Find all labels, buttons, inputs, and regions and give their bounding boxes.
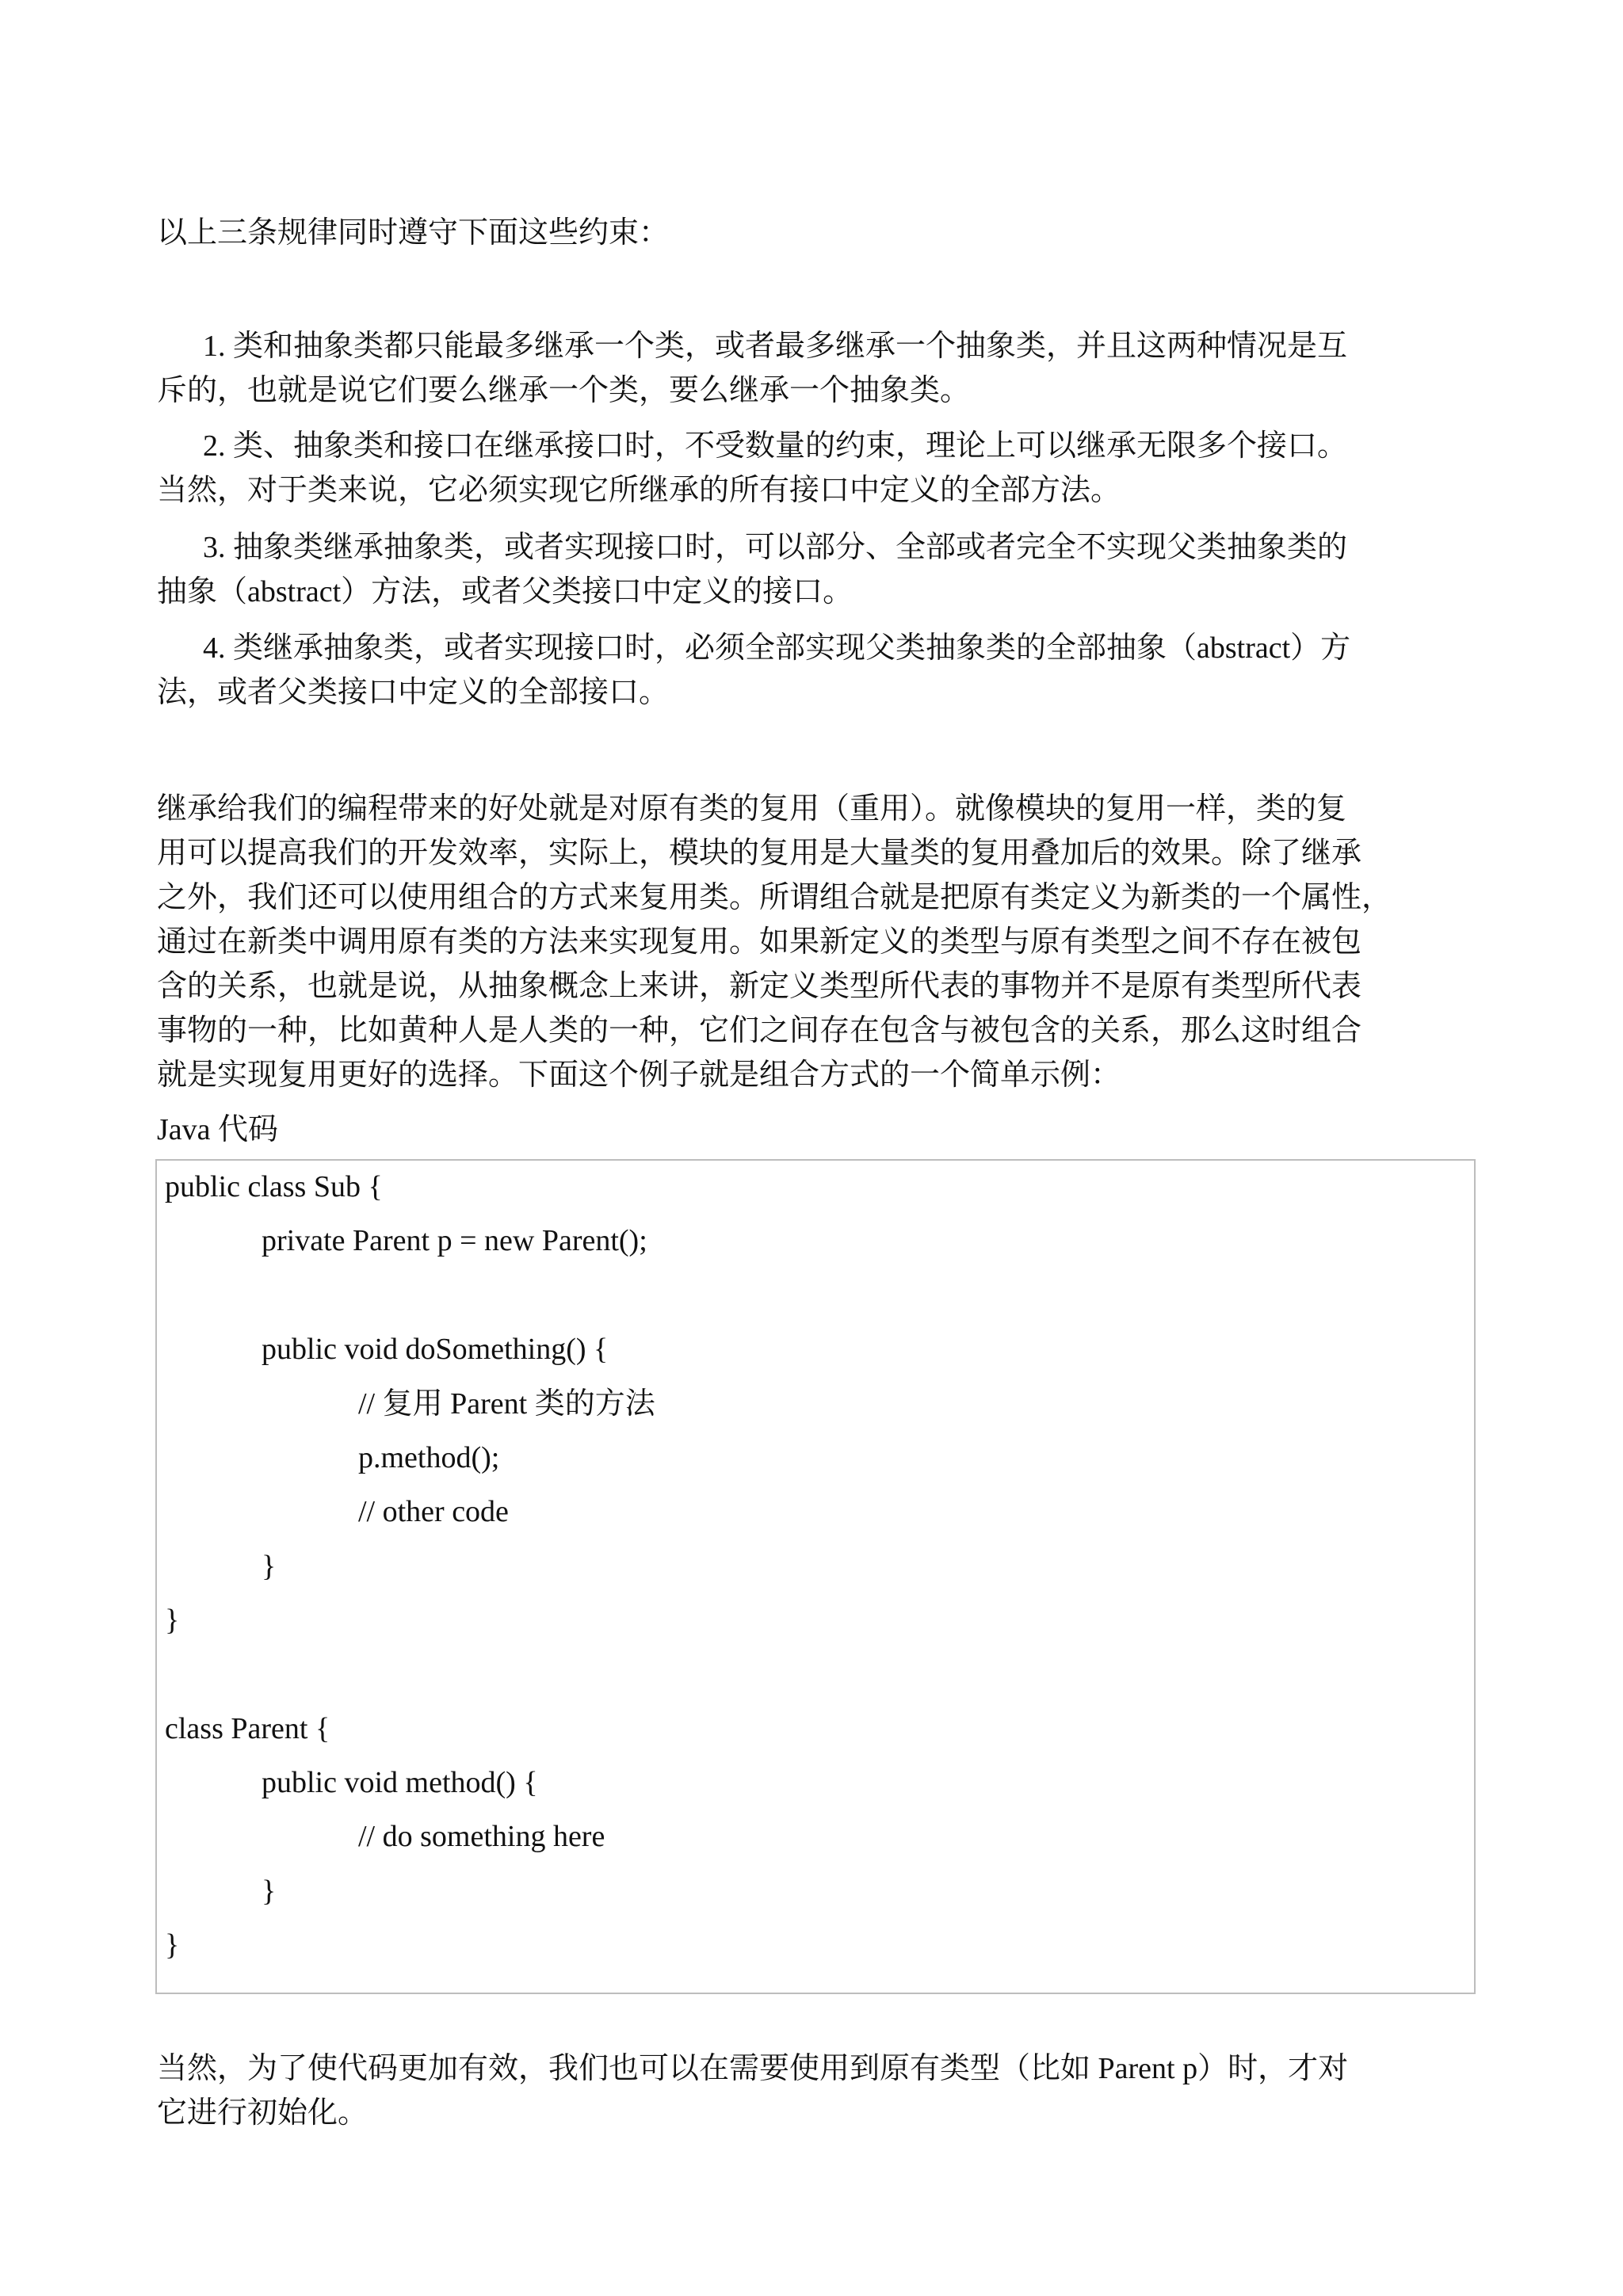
intro-text: 以上三条规律同时遵守下面这些约束： — [157, 216, 670, 250]
closing-line: 当然，为了使代码更加有效，我们也可以在需要使用到原有类型（比如 Parent p）时，才对 — [157, 2052, 1349, 2085]
rule-3-line-2: 抽象（abstract）方法，或者父类接口中定义的接口。 — [157, 575, 854, 608]
code-line: private Parent p = new Parent(); — [262, 1224, 647, 1257]
composition-line: 之外，我们还可以使用组合的方式来复用类。所谓组合就是把原有类定义为新类的一个属性， — [157, 881, 1392, 914]
rule-1-line-1: 1. 类和抽象类都只能最多继承一个类，或者最多继承一个抽象类，并且这两种情况是互 — [203, 330, 1348, 363]
rule-item-2 — [157, 424, 1472, 513]
rule-1-line-2: 斥的，也就是说它们要么继承一个类，要么继承一个抽象类。 — [157, 374, 971, 407]
closing-paragraph — [157, 2046, 1472, 2135]
code-line: } — [262, 1875, 277, 1908]
composition-line: 通过在新类中调用原有类的方法来实现复用。如果新定义的类型与原有类型之间不存在被包 — [157, 925, 1362, 959]
composition-line: 含的关系，也就是说，从抽象概念上来讲，新定义类型所代表的事物并不是原有类型所代表 — [157, 970, 1362, 1003]
composition-line: 事物的一种，比如黄种人是人类的一种，它们之间存在包含与被包含的关系，那么这时组合 — [157, 1014, 1362, 1047]
closing-line: 它进行初始化。 — [157, 2096, 369, 2130]
rule-item-3 — [157, 525, 1472, 614]
rule-2-line-2: 当然，对于类来说，它必须实现它所继承的所有接口中定义的全部方法。 — [157, 474, 1121, 507]
composition-line: 继承给我们的编程带来的好处就是对原有类的复用（重用）。就像模块的复用一样，类的复 — [157, 792, 1347, 826]
rule-item-1 — [157, 324, 1472, 413]
code-line: p.method(); — [358, 1441, 500, 1474]
code-line: } — [262, 1550, 277, 1583]
code-line: public class Sub { — [165, 1170, 383, 1203]
code-line: class Parent { — [165, 1712, 330, 1745]
rule-4-line-2: 法，或者父类接口中定义的全部接口。 — [157, 676, 670, 709]
composition-paragraph — [157, 787, 1472, 1097]
code-line: // 复用 Parent 类的方法 — [358, 1387, 655, 1421]
code-line: public void method() { — [262, 1766, 538, 1799]
rule-item-4 — [157, 626, 1472, 715]
code-line: // other code — [358, 1495, 509, 1528]
code-label: Java 代码 — [157, 1113, 279, 1146]
rule-4-line-1: 4. 类继承抽象类，或者实现接口时，必须全部实现父类抽象类的全部抽象（abstract）方 — [203, 631, 1351, 665]
code-line: } — [165, 1604, 180, 1637]
code-line: } — [165, 1928, 180, 1962]
code-line: public void doSomething() { — [262, 1333, 609, 1366]
code-block — [155, 1159, 1476, 1994]
rule-2-line-1: 2. 类、抽象类和接口在继承接口时，不受数量的约束，理论上可以继承无限多个接口。 — [203, 429, 1348, 463]
rule-3-line-1: 3. 抽象类继承抽象类，或者实现接口时，可以部分、全部或者完全不实现父类抽象类的 — [203, 531, 1348, 564]
composition-line: 用可以提高我们的开发效率，实际上，模块的复用是大量类的复用叠加后的效果。除了继承 — [157, 837, 1362, 870]
code-line: // do something here — [358, 1820, 605, 1853]
composition-line: 就是实现复用更好的选择。下面这个例子就是组合方式的一个简单示例： — [157, 1058, 1121, 1092]
